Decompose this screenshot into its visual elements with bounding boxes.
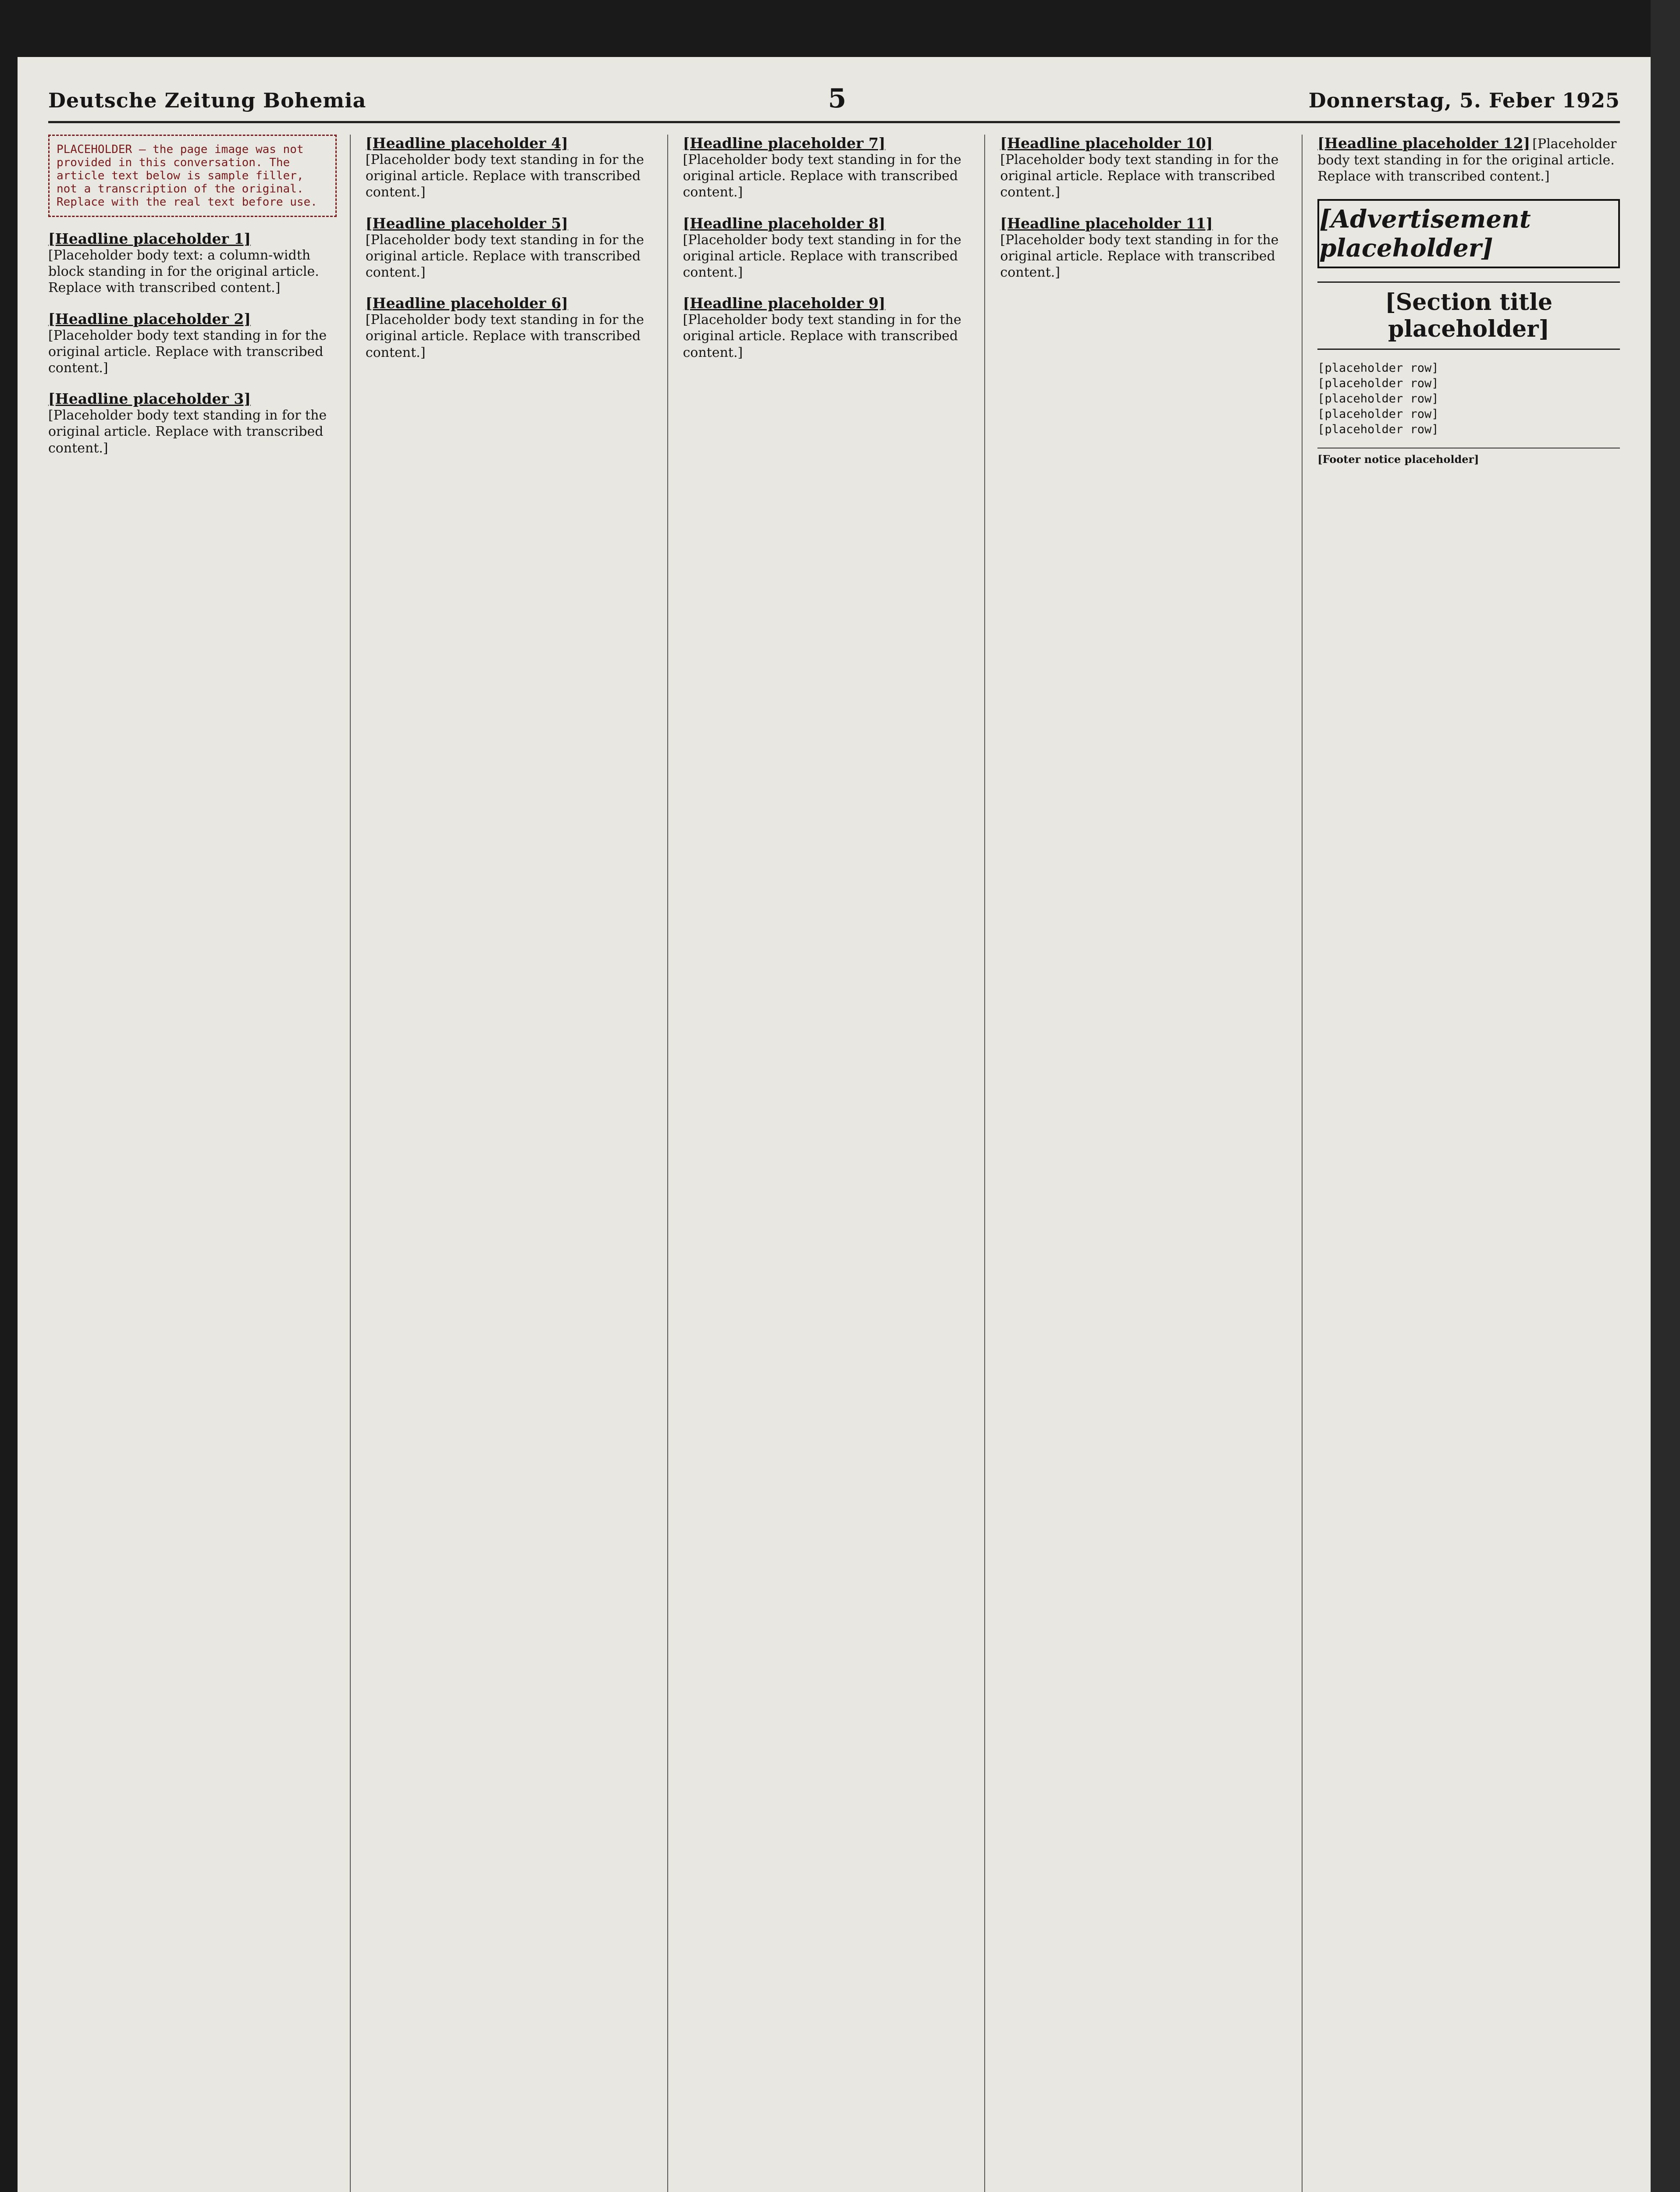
- list-item: [placeholder row]: [1317, 391, 1439, 406]
- article: [1000, 215, 1288, 281]
- masthead-title: Deutsche Zeitung Bohemia: [48, 89, 367, 112]
- article-headline: [Headline placeholder 11]: [1000, 214, 1213, 232]
- masthead-date: Donnerstag, 5. Feber 1925: [1308, 89, 1620, 112]
- column-1: [48, 135, 351, 2192]
- column-2: [366, 135, 668, 2192]
- article: [366, 135, 654, 201]
- article: [48, 390, 337, 456]
- article-body: [Placeholder body text standing in for the original article. Replace with transcribed content.]: [48, 327, 327, 376]
- text-columns: [48, 135, 1620, 2192]
- article: [48, 310, 337, 377]
- article-headline: [Headline placeholder 7]: [683, 135, 886, 152]
- column-5: [1317, 135, 1620, 2192]
- article: [48, 230, 337, 296]
- article-headline: [Headline placeholder 12]: [1317, 135, 1531, 152]
- list-item: [placeholder row]: [1317, 361, 1439, 375]
- list-item: [placeholder row]: [1317, 407, 1439, 421]
- article-headline: [Headline placeholder 4]: [365, 135, 568, 152]
- article: [366, 215, 654, 281]
- article: [683, 135, 972, 201]
- article-body: [Placeholder body text: a column-width block standing in for the original article. Replace with transcribed content.]: [48, 248, 319, 296]
- article: [683, 215, 972, 281]
- article-body: [Placeholder body text standing in for the original article. Replace with transcribed content.]: [48, 408, 327, 456]
- article-body: [Placeholder body text standing in for the original article. Replace with transcribed content.]: [683, 232, 961, 280]
- article: [366, 295, 654, 361]
- article-headline: [Headline placeholder 6]: [365, 295, 568, 312]
- article: [683, 295, 972, 361]
- article-body: [Placeholder body text standing in for the original article. Replace with transcribed content.]: [365, 152, 644, 200]
- page-number: 5: [828, 83, 847, 114]
- article-body: [Placeholder body text standing in for the original article. Replace with transcribed content.]: [365, 232, 644, 280]
- column-3: [683, 135, 986, 2192]
- article: [1000, 135, 1288, 201]
- newspaper-page: [18, 57, 1651, 2192]
- masthead: [48, 83, 1620, 123]
- advertisement: [Advertisement placeholder]: [1317, 199, 1620, 268]
- footer-notice: [Footer notice placeholder]: [1317, 448, 1620, 466]
- article-headline: [Headline placeholder 10]: [1000, 135, 1213, 152]
- article-headline: [Headline placeholder 8]: [683, 214, 886, 232]
- placeholder-notice: PLACEHOLDER — the page image was not provided in this conversation. The article text below is sample filler, not a transcription of the original. Replace with the real text before use.: [48, 135, 337, 217]
- article-headline: [Headline placeholder 9]: [683, 295, 886, 312]
- section-title: [Section title placeholder]: [1317, 281, 1620, 350]
- article: [1317, 135, 1620, 185]
- list-item: [placeholder row]: [1317, 422, 1439, 436]
- list-item: [placeholder row]: [1317, 376, 1439, 390]
- article-headline: [Headline placeholder 1]: [48, 230, 251, 247]
- article-headline: [Headline placeholder 3]: [48, 390, 251, 408]
- article-body: [Placeholder body text standing in for the original article. Replace with transcribed content.]: [365, 312, 644, 360]
- article-body: [Placeholder body text standing in for the original article. Replace with transcribed content.]: [683, 312, 961, 360]
- article-headline: [Headline placeholder 2]: [48, 310, 251, 327]
- article-body: [Placeholder body text standing in for the original article. Replace with transcribed content.]: [1317, 136, 1617, 185]
- scan-edge: [1651, 0, 1680, 2192]
- article-headline: [Headline placeholder 5]: [365, 214, 568, 232]
- article-body: [Placeholder body text standing in for the original article. Replace with transcribed content.]: [683, 152, 961, 200]
- article-body: [Placeholder body text standing in for the original article. Replace with transcribed content.]: [1000, 232, 1279, 280]
- article-body: [Placeholder body text standing in for the original article. Replace with transcribed content.]: [1000, 152, 1279, 200]
- column-4: [1000, 135, 1303, 2192]
